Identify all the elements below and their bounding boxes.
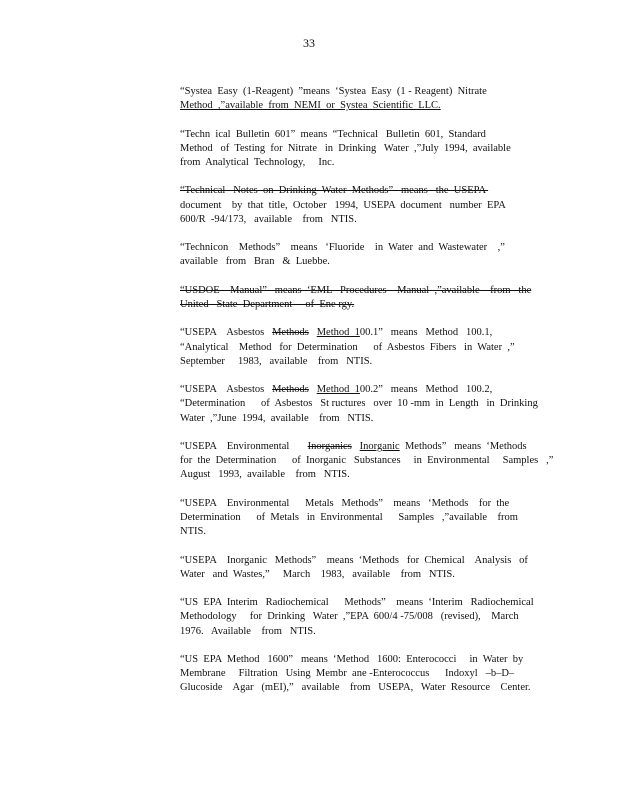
definition-line bbox=[180, 397, 538, 411]
text-run: from Analytical Technology, Inc. bbox=[180, 157, 335, 168]
text-run: document by that title, October 1994, USEPA document number EPA bbox=[180, 199, 506, 211]
definition-line bbox=[180, 653, 530, 667]
text-run: “USEPA Inorganic Methods” means ‘Methods for Chemical Analysis of bbox=[180, 554, 528, 566]
text-run bbox=[352, 441, 360, 452]
definition-entry-env-metals bbox=[180, 497, 530, 540]
text-run: “USEPA Environmental bbox=[180, 440, 308, 452]
definition-line bbox=[180, 284, 530, 298]
definition-line bbox=[180, 298, 530, 312]
definition-line bbox=[180, 511, 530, 525]
inserted-text: Method ,”available from NEMI or Systea Scientific LLC. bbox=[180, 100, 441, 112]
definition-entry-tech-notes bbox=[180, 184, 530, 227]
definition-entry-radiochemical bbox=[180, 596, 534, 639]
definition-entry-tech-bulletin bbox=[180, 128, 530, 171]
text-run: 600/R -94/173, available from NTIS. bbox=[180, 213, 357, 225]
definition-line bbox=[180, 142, 530, 156]
text-run: “Analytical Method for Determination of Asbestos Fibers in Water ,” bbox=[180, 341, 515, 353]
text-run: Methodology for Drinking Water ,”EPA 600/4 -75/008 (revised), March bbox=[180, 611, 519, 623]
text-run: for the Determination of Inorganic Substances in Environmental Samples ,” bbox=[180, 455, 554, 467]
definition-line bbox=[180, 383, 530, 397]
text-run: “USEPA Asbestos bbox=[180, 384, 273, 396]
definition-line bbox=[180, 255, 530, 269]
text-run: available from Bran & Luebbe. bbox=[180, 256, 330, 268]
definition-line bbox=[180, 128, 530, 142]
text-run: NTIS. bbox=[180, 526, 206, 538]
text-run: Water ,”June 1994, available from NTIS. bbox=[180, 412, 374, 424]
deleted-text: United State Department of Ene rgy. bbox=[180, 298, 355, 310]
definition-entry-asbestos-100-2 bbox=[180, 383, 538, 426]
definition-line bbox=[180, 610, 530, 624]
definition-line bbox=[180, 440, 530, 454]
definition-entry-systea bbox=[180, 85, 530, 113]
definition-line bbox=[180, 625, 530, 639]
text-run: “US EPA Interim Radiochemical Methods” means ‘Interim Radiochemical bbox=[180, 597, 534, 609]
definition-line bbox=[180, 497, 530, 511]
definition-line bbox=[180, 525, 530, 539]
deleted-text: “Technical Notes on Drinking Water Methods” means the USEPA bbox=[180, 185, 489, 197]
definition-line bbox=[180, 341, 530, 355]
definition-line bbox=[180, 199, 530, 213]
text-run: Water and Wastes,” March 1983, available from NTIS. bbox=[180, 568, 455, 580]
text-run bbox=[309, 327, 317, 338]
deleted-text: “USDOE Manual” means ‘EML Procedures Manual ,”available from the bbox=[180, 284, 532, 296]
text-run: 1976. Available from NTIS. bbox=[180, 625, 316, 637]
deleted-text: Methods bbox=[272, 327, 309, 339]
text-run: September 1983, available from NTIS. bbox=[180, 355, 373, 367]
definition-line bbox=[180, 355, 530, 369]
definition-line bbox=[180, 554, 530, 568]
text-run: Determination of Metals in Environmental Samples ,”available from bbox=[180, 511, 518, 523]
text-run: “USEPA Asbestos bbox=[180, 327, 273, 339]
text-run: “USEPA Environmental Metals Methods” means ‘Methods for the bbox=[180, 497, 510, 509]
text-run: “Techn ical Bulletin 601” means “Technical Bulletin 601, Standard bbox=[180, 128, 486, 140]
definition-line bbox=[180, 667, 530, 681]
deleted-text: Inorganics bbox=[307, 440, 352, 452]
text-run: Methods” means ‘Methods bbox=[399, 440, 527, 452]
text-run: “Systea Easy (1-Reagent) ”means ‘Systea Easy (1 - Reagent) Nitrate bbox=[180, 86, 492, 97]
text-run bbox=[309, 384, 317, 395]
deleted-text: Methods bbox=[272, 384, 309, 396]
definition-entry-asbestos-100-1 bbox=[180, 326, 530, 369]
definition-line bbox=[180, 156, 530, 170]
definition-entry-inorganic bbox=[180, 554, 530, 582]
page-number: 33 bbox=[303, 36, 315, 50]
inserted-text: Method 1 bbox=[316, 384, 360, 396]
definitions-list bbox=[180, 85, 554, 710]
definition-line bbox=[180, 213, 530, 227]
definition-line bbox=[180, 412, 530, 426]
definition-line bbox=[180, 468, 530, 482]
definition-line bbox=[180, 241, 530, 255]
definition-line bbox=[180, 454, 554, 468]
definition-line bbox=[180, 681, 530, 695]
text-run: “Technicon Methods” means ‘Fluoride in Water and Wastewater ,” bbox=[180, 242, 505, 254]
definition-line bbox=[180, 99, 530, 113]
definition-entry-technicon bbox=[180, 241, 530, 269]
text-run: 00.2” means Method 100.2, bbox=[359, 384, 493, 396]
definition-entry-env-inorganic bbox=[180, 440, 554, 483]
definition-line bbox=[180, 326, 530, 340]
inserted-text: Inorganic bbox=[359, 440, 400, 452]
text-run: “US EPA Method 1600” means ‘Method 1600: Enterococci in Water by bbox=[180, 653, 524, 665]
text-run: Membrane Filtration Using Membr ane -Enterococcus Indoxyl –b–D– bbox=[180, 668, 515, 680]
definition-entry-usdoe bbox=[180, 284, 530, 312]
text-run: 00.1” means Method 100.1, bbox=[359, 327, 493, 339]
text-run: August 1993, available from NTIS. bbox=[180, 469, 350, 481]
text-run: Glucoside Agar (mEI),” available from USEPA, Water Resource Center. bbox=[180, 682, 531, 694]
definition-line bbox=[180, 85, 530, 99]
definition-line bbox=[180, 596, 534, 610]
definition-line bbox=[180, 568, 530, 582]
inserted-text: Method 1 bbox=[316, 327, 360, 339]
definition-entry-method-1600 bbox=[180, 653, 530, 696]
definition-line bbox=[180, 184, 530, 198]
text-run: “Determination of Asbestos St ructures over 10 -mm in Length in Drinking bbox=[180, 398, 538, 410]
text-run: Method of Testing for Nitrate in Drinking Water ,”July 1994, available bbox=[180, 142, 511, 154]
